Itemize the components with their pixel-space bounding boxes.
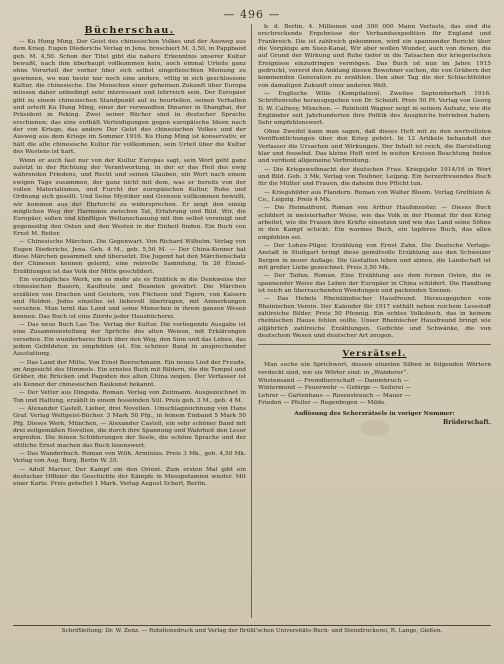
review-paragraph: — Das Hebels Rheinländischer Hausfreund. Herausgegeben vom Rheinischen Verein. Der Kalender für 1917 enthält neben reichem Lesestoff zahlreiche Bilder. Preis 50 Pfennig. Ein echtes Volksbuch, das in keinem rheinischen Hause fehlen sollte. Unser Rheinischer Hausfreund bringt wie alljährlich zahlreiche Erzählungen, Gedichte und Schwänke, die von deutschem Wesen und deutscher Art zeugen. — [258, 296, 491, 340]
imprint-footer: Schriftleitung: Dr. W. Zenz. — Rotationsdruck und Verlag der Brühl'schen Universitäts-Buch- und Steindruckerei, R. Lange, Gießen. — [61, 628, 443, 634]
puzzle-solution-label: Auflösung des Scherzrätsels in voriger Nummer: — [294, 409, 455, 417]
review-paragraph: Wenn er auch fast nur von der Kultur Europas sagt, sein Wort geht ganz zuletzt in der Richtung der Verantwortung, in der er das Heil des ewig währenden Friedens, und Recht und seinen Glauben, ein Wort nach einem ewigen Tage zusammen, der ganz nicht mit dem, was er bereits von der vollen Materialismus, und Furcht der europäischen Kultur, Ruhe und Ordnung sich gesellt. Und Seine Mystiker und Grenzen vollkommen bewußt, wir kommen aus der Ehrfurcht zu widersprechen. Er zeigt den einzig möglichen Weg der Harmonie zwischen Tat, Erfahrung und Bild. Wir, die Europäer, sollen und künftigen Weltanschauung mit ihm selbst vereinigt und gegenseitig den Osten und den Westen in der Einheit finden. Ein Buch von Ernst M. Reiter. — [13, 157, 246, 237]
puzzle-row: Wintermond — Feuerwehr — Gebirge — Seilerei — — [258, 385, 412, 392]
puzzle-row: Frieden — Pfeiler — Regenbogen — Milde. — [258, 400, 387, 407]
review-paragraph: Ohne Zweifel kann man sagen, daß dieses Heft mit zu den wertvollsten Veröffentlichungen über den Krieg gehört. In 12 Artikeln behandelt der Verfasser die Ursachen und Wirkungen. Der Inhalt ist reich, die Darstellung klar und fesselnd. Das kleine Heft wird in weiten Kreisen Beachtung finden und verdient allgemeine Verbreitung. — [258, 128, 491, 165]
left-column — [13, 24, 246, 618]
review-paragraph: Ein vorzügliches Werk, um so mehr als es Einblick in die Denkweise der chinesischen Bauern, Kaufleute und Beamten gewährt. Die Märchen erzählen von Drachen und Geistern, von Füchsen und Tigern, von Kaisern und Helden. Jedes einzelne ist liebevoll übertragen, mit Anmerkungen versehen. Man lernt das Land und seine Menschen in ihrem ganzen Wesen kennen. Das Buch ist eine Zierde jeder Hausbücherei. — [13, 277, 246, 320]
puzzle-row: Wüstensand — Fremdherrschaft — Dammbruch — — [258, 378, 410, 385]
review-paragraph: — Das Land der Mitte. Von Ernst Boerschmann. Ein neues Lied der Freude, im Angesicht des Himmels. Ein ernstes Buch mit Bildern, die die Tempel und Gräber, die Brücken und Pagoden des alten China zeigen. Der Verfasser ist als Kenner der chinesischen Baukunst bekannt. — [13, 359, 246, 388]
puzzle-title: Versrätsel. — [342, 349, 407, 360]
review-paragraph: — Ku Hung Ming, Der Geist des chinesischen Volkes und der Ausweg aus dem Krieg. Eugen Diederichs Verlag in Jena, broschiert M. 3,50, in Pappband geb. M. 4,50. Schon der Titel gibt die nahere Erkenntnis unserer Kultur bewußt, nach ihm überhaupt vollkommen kein, auch einmal Urteile ganz ohne Vorurteil der vorher über sich selbst eingefleischten Meinung zu gewinnen, wo nun heute nur noch eine andere, völlig in sich geschlossene Kultur, die chinesische. Die Menschen einer geheimen Zukunft über Europa müssen daher unbedingt sehr interessant und lehrreich sein. Der Europäer gibt zu einem chinesischen Standpunkt auf zu beurteilen, seinen Verhalten und urteilt Ku Hung Ming, einer der verwandten Dinarier in Shanghai, der Präsident in Peking. Zwei seiner Bücher sind in deutscher Sprache erschienen; das eine enthält Verteidigungen gegen europäische Ideen nach der von Kriege, das andere Der Geist des chinesischen Volkes und der Ausweg aus dem Kriege im Sommer 1916. Ku Hung Ming ist konservativ, er hält die alte chinesische Kultur für vollkommen, sein Urteil über die Kultur des Westens ist hart. — [13, 39, 246, 156]
footer-rule — [13, 625, 491, 626]
puzzle-solution: Brüderschaft. — [443, 418, 491, 426]
review-paragraph: — Chinesische Märchen. Die Gegenwart. Von Richard Wilhelm. Verlag von Eugen Diederichs, Jena. Geh. 4 M., geb. 5,50 M. — Der China-Kenner hat diese Märchen gesammelt und übersetzt. Die Jugend hat den Märchenschatz der Chinesen kennen gelernt, eine reizvolle Sammlung. In 26 Einzel-Erzählungen ist das Volk der Mitte geschildert. — [13, 239, 246, 275]
page-number: — 496 — — [223, 8, 281, 21]
section-rule — [258, 344, 491, 345]
review-paragraph: — Die Kriegsweihnacht der deutschen Frau. Kriegsjahr 1914/16 in Wort und Bild. Geb. 3 Mk. Verlag von Teubner, Leipzig. Ein herzerfreuendes Buch für die Mütter und Frauen, die daheim ihre Pflicht tun. — [258, 166, 491, 188]
review-paragraph: — Das neue Buch Lao Tse. Verlag der Kultur. Die vorliegende Ausgabe ist eine Zusammenstellung der Sprüche des alten Weisen, mit Erklärungen versehen. Ein wunderbares Buch über den Weg, den Sinn und das Leben, das jedem Gebildeten zu empfehlen ist. Ein schöner Band in ansprechender Ausstattung. — [13, 322, 246, 358]
puzzle-block — [258, 362, 491, 426]
review-paragraph: — Der Taifun. Roman. Eine Erzählung aus dem fernen Osten, die in spannender Weise das Leben der Europäer in China schildert. Die Handlung ist reich an überraschenden Wendungen und packenden Szenen. — [258, 273, 491, 295]
puzzle-intro: Man suche ein Sprichwort, dessen einzelne Silben in folgenden Wörtern verdeckt sind, wie sie Wörter sind: in „Wanderer“. — [258, 362, 491, 376]
review-paragraph: — Der Lohen-Pilger. Erzählung von Ernst Zahn. Die Deutsche Verlags-Anstalt in Stuttgart bringt diese gemütvolle Erzählung aus den Schweizer Bergen in neuer Auflage. Die Gestalten leben und atmen, die Landschaft ist mit großer Liebe gezeichnet. Preis 3,50 Mk. — [258, 242, 491, 271]
review-paragraph: — Das Wanderbuch. Roman von Wilh. Arminius. Preis 3 Mk., geb. 4,50 Mk. Verlag von Aug. Berg, Berlin W. 35. — [13, 450, 246, 465]
review-paragraph: — Adolf Marxer, Der Kampf um den Orient. Zum ersten Mal gibt ein deutscher Offizier die Geschichte der Kämpfe in Mesopotamien wieder. Mit einer Karte. Preis geheftet 1 Mark. Verlag August Scherl, Berlin. — [13, 466, 246, 488]
review-paragraph: — Kriegsbilder aus Flandern. Roman von Walter Bloem. Verlag Grethlein & Co., Leipzig. Preis 4 Mk. — [258, 189, 491, 203]
review-paragraph: — Die Heimatfront. Roman von Arthur Haußmeister. — Dieses Buch schildert in meisterhafter Weise, wie das Volk in der Heimat für den Krieg arbeitet, wie die Frauen ihre Kräfte einsetzen und wie das Land seine Söhne in den Kampf schickt. Ein warmes Buch, ein tapferes Buch, das allen empfohlen sei. — [258, 205, 491, 241]
right-column — [258, 24, 491, 618]
review-paragraph: — Der Vetter aus Dingsda. Roman. Verlag von Zeitmann. Ausgezeichnet in Ton und Haltung, erzählt in einem fesselnden Stil. Preis geh. 3 M., geb. 4 M. — [13, 390, 246, 404]
review-paragraph: b. d. Berlin. 4. Millionen und 300 000 Mann Verluste, das sind die erschreckende Ergebnisse der Verbandsexpedition für England und Frankreich. Die ist zahlreich gekommen, wird ein spannender Bericht über die Vorgänge am Suez-Kanal, Wir aber wollen Wunder, auch von denen, die auf Grund der Wirkung und Ruhe tiefer in die Tatsachen der kriegerischen Ereignisse einzudringen vermögen. Das Buch ist nun im Jahre 1915 gedruckt, vorerst den Anklang diesen Bewohner suchen, die von Gräbern der kommenden Generation zu erzählen. Den aber Tag die der Schlachtfelder von damaligen Zukunft einer anderen Welt. — [258, 24, 491, 89]
section-title: Bücherschau. — [84, 25, 175, 36]
review-paragraph: — Englische Wille (Kompilation). Zweites Septemberheft 1916. Schriftenreihe herausgegeben von Dr. Scheidt. Preis 50 Pf. Verlag von Georg D. W. Callwey, München. — Reinhold Wagner zeigt in seinem Aufsatz, wie die Engländer seit Jahrhunderten ihre Politik des Ausgleichs betrieben haben. Sehr empfehlenswert. — [258, 91, 491, 127]
column-divider — [251, 24, 252, 618]
review-paragraph: — Alexander Castell, Lieber, drei Novellen. Umschlagzeichnung von Hans Graf. Verlag Weltgeist-Bücher. 3 Mark 50 Pfg., in feinem Einband 5 Mark 50 Pfg. Dieses Werk, München, — Alexander Castell, ein sehr schöner Band mit drei zeitgemäßen Novellen, die durch ihre Spannung und Wahrheit den Leser ergreifen. Die feinen Schilderungen der Seele, die schöne Sprache und der sittliche Ernst machen das Buch lesenswert. — [13, 405, 246, 449]
puzzle-row: Lehrer — Gartenhaus — Rosenstrauch — Mauer — — [258, 392, 411, 399]
